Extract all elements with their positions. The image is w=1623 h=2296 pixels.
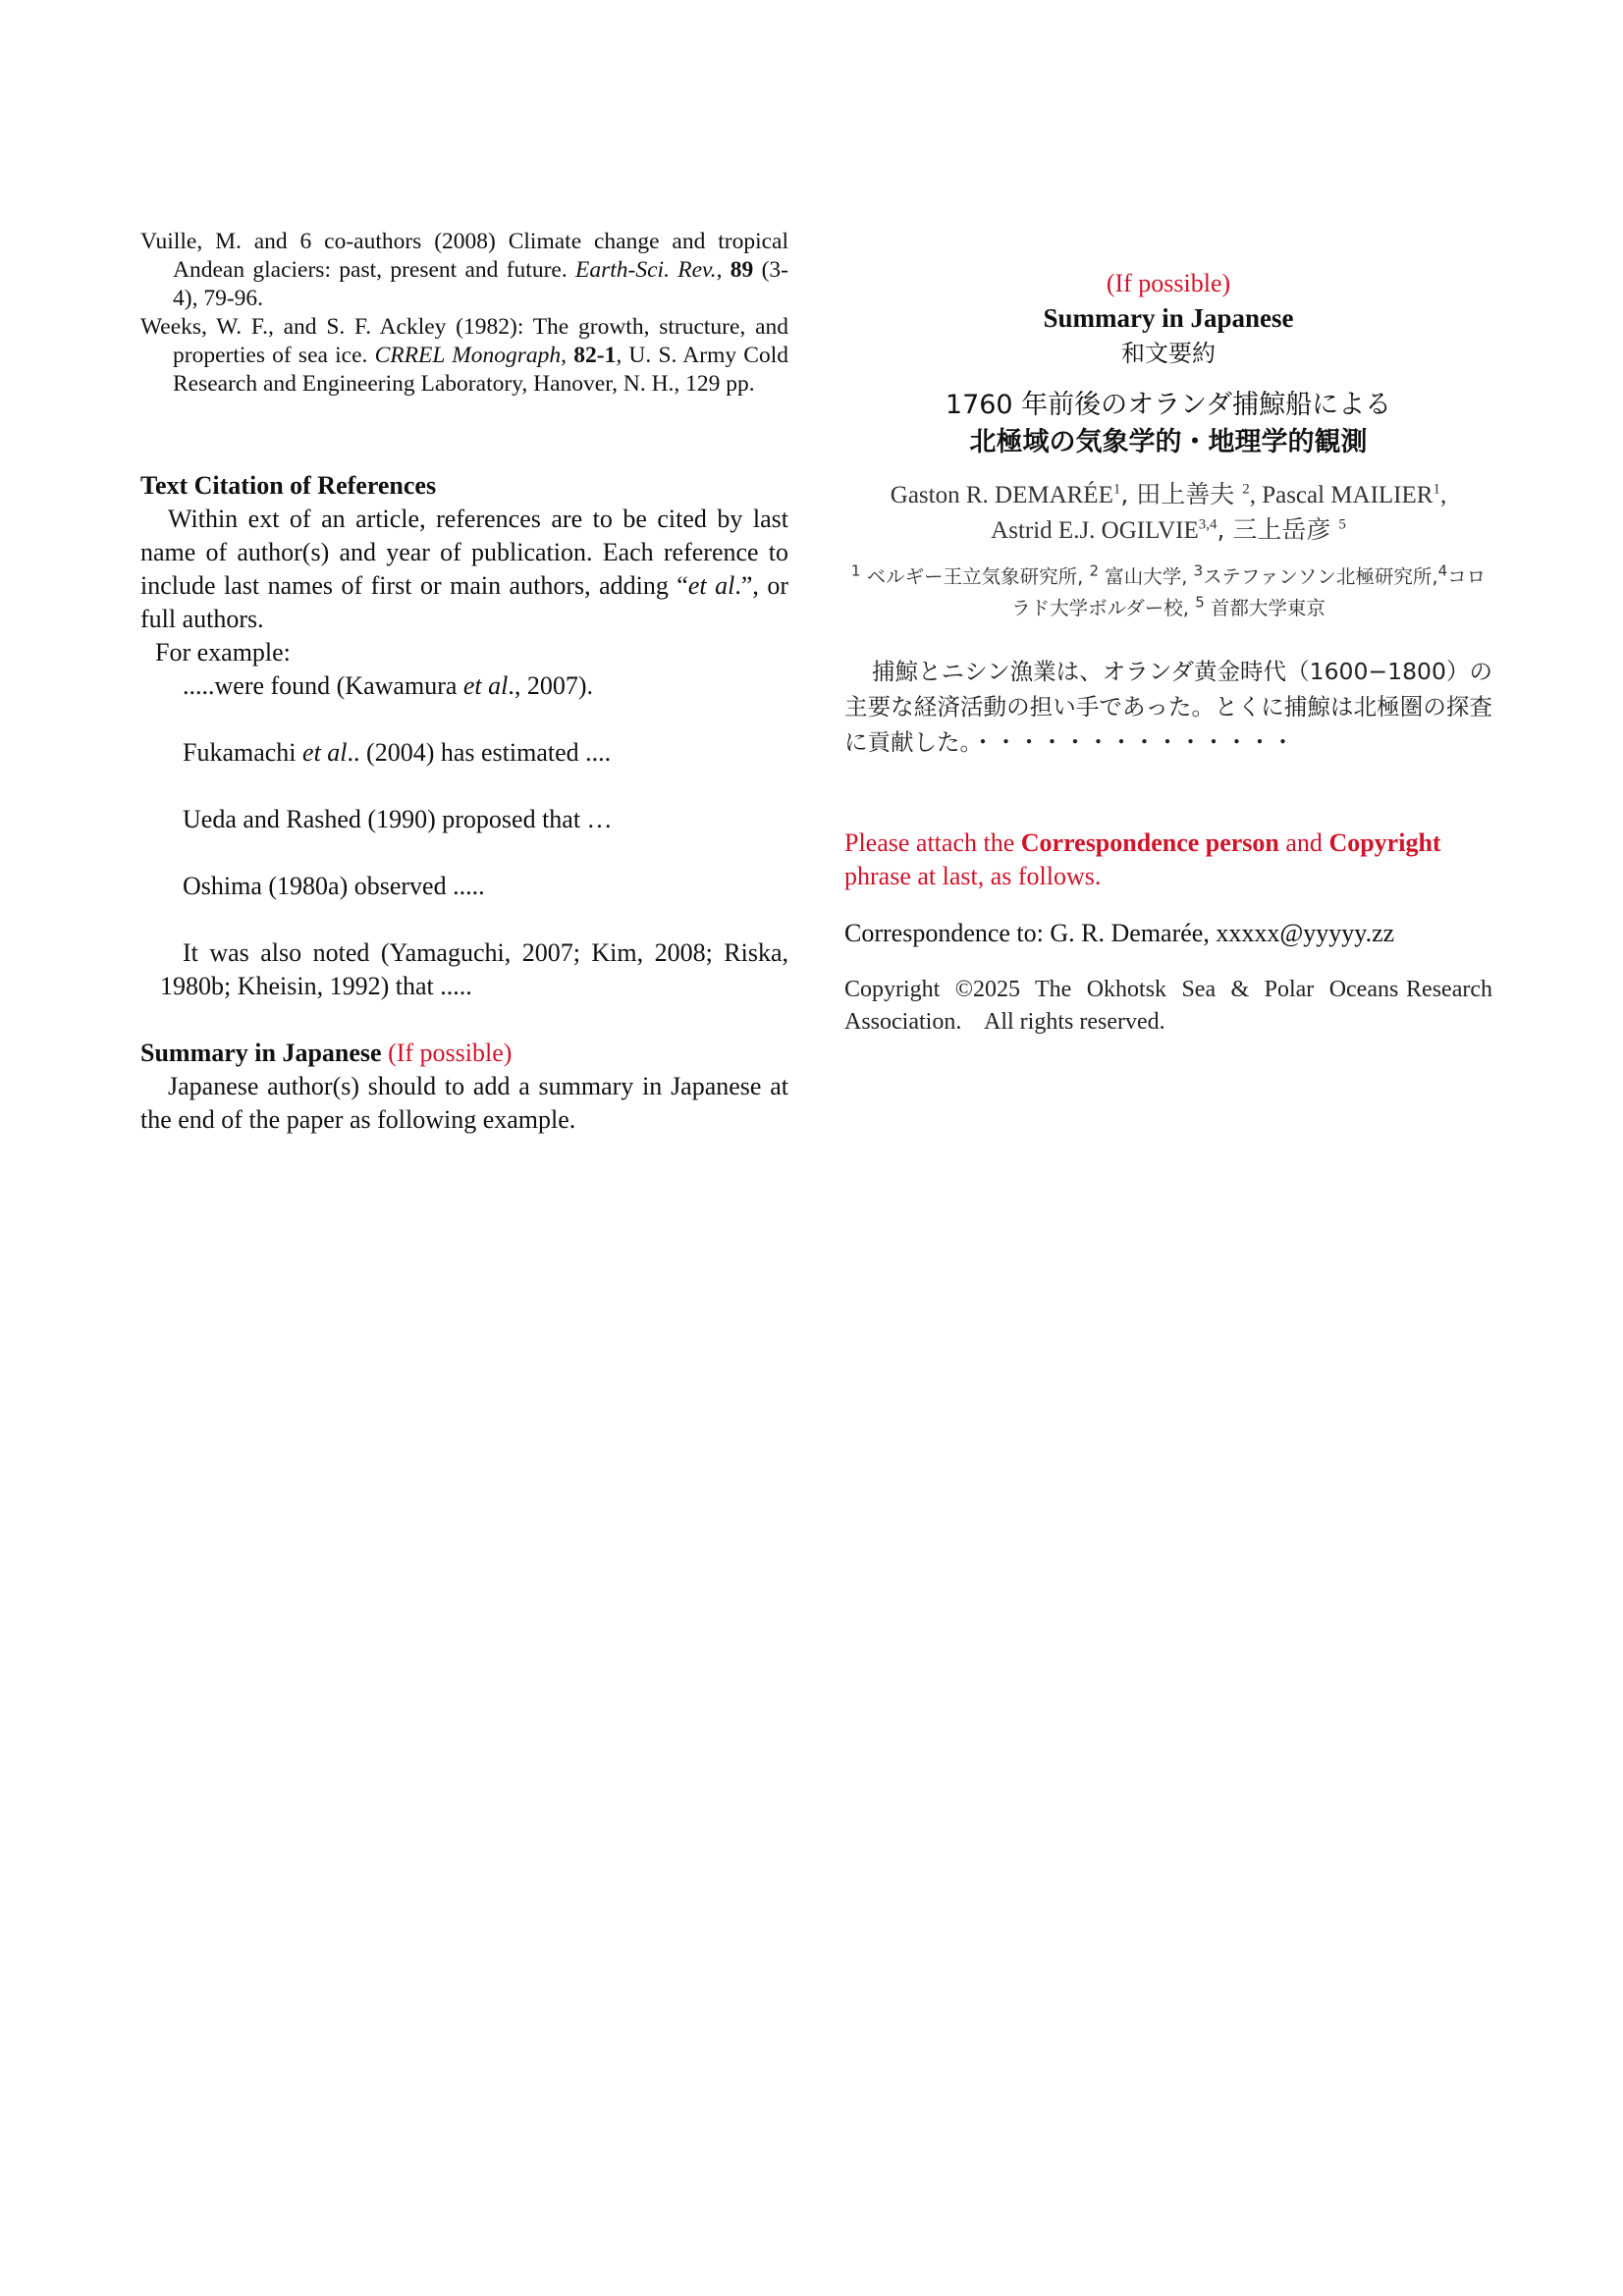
left-column [140,228,788,1137]
example-4: Oshima (1980a) observed ..... [183,872,485,900]
affiliation-marker: 2 [1242,481,1250,498]
instruction-text: and [1278,828,1329,857]
citation-paragraph [140,503,788,636]
right-column [844,267,1497,1039]
instruction-bold: Correspondence person [1020,828,1279,857]
et-al: et al [462,671,509,700]
instruction-text: Please attach the [844,828,1021,857]
example-3: Ueda and Rashed (1990) proposed that … [183,805,613,833]
japanese-summary: 捕鯨とニシン漁業は、オランダ黄金時代（1600−1800）の主要な経済活動の担い手であった。とくに捕鯨は北極圏の探査に貢献した。・・・・・・・・・・・・・・ [844,658,1492,756]
affiliation-text: コロラド大学ボルダー校, [1011,565,1487,619]
example-2 [140,736,788,770]
affiliation-marker: 1 [1112,481,1121,498]
summary-heading [140,1037,788,1070]
example-1 [140,669,788,703]
correspondence-line: Correspondence to: G. R. Demarée, xxxxx@yyyyy.zz [844,919,1395,947]
affiliation-text: 首都大学東京 [1204,597,1325,619]
affiliation-marker: 1 [1433,481,1440,498]
author-name: Astrid E.J. OGILVIE [991,517,1199,544]
for-example-label: For example: [155,638,291,667]
example-5: It was also noted (Yamaguchi, 2007; Kim, 2008; Riska, 1980b; Kheisin, 1992) that ..... [160,938,788,1000]
authors-line-1 [844,477,1492,512]
affiliation-text: ステファンソン北極研究所, [1203,565,1438,588]
example-text-end: ., 2007). [508,671,594,700]
journal-name: CRREL Monograph [374,343,562,368]
summary-heading-text: Summary in Japanese [140,1039,382,1067]
separator: , [716,257,730,283]
example-text-end: .. (2004) has estimated .... [347,738,612,767]
summary-japanese-heading: Summary in Japanese [1043,303,1294,333]
japanese-title-line-1: 1760 年前後のオランダ捕鯨船による [945,390,1392,420]
et-al: et al [687,571,735,600]
affiliation-marker: 3 [1193,561,1204,580]
author-name: , Pascal MAILIER [1249,482,1434,508]
reference-rest: (3-4), 79-96. [173,257,789,311]
affiliation-marker: 5 [1195,593,1205,612]
author-name: , 三上岳彦 [1217,515,1339,544]
summary-text: Japanese author(s) should to add a summary in Japanese at the end of the paper as following example. [140,1072,788,1134]
affiliation-text: 富山大学, [1099,565,1194,588]
japanese-title-line-2: 北極域の気象学的・地理学的観測 [969,427,1368,457]
if-possible-note: (If possible) [388,1039,513,1067]
affiliation-marker: 2 [1089,561,1100,580]
affiliation-marker: 4 [1437,561,1448,580]
journal-name: Earth-Sci. Rev. [575,257,717,283]
affiliation-marker: 3,4 [1198,516,1217,533]
reference-weeks [140,313,788,399]
reference-vuille [140,228,788,313]
instruction-text: phrase at last, as follows. [844,862,1102,890]
affiliation-marker: 5 [1338,516,1346,533]
authors-line-2 [844,512,1492,548]
separator: , [1439,482,1447,508]
wabun-label: 和文要約 [1121,340,1216,367]
affiliations [844,561,1492,624]
citation-heading: Text Citation of References [140,471,437,500]
example-text: .....were found (Kawamura [183,671,463,700]
instruction-note [844,827,1492,893]
affiliation-text: ベルギー王立気象研究所, [860,565,1090,588]
citation-text-end: .”, or full authors. [140,571,788,633]
instruction-bold: Copyright [1328,828,1441,857]
reference-text: Weeks, W. F., and S. F. Ackley (1982): The growth, structure, and properties of sea ice. [140,314,788,368]
reference-rest: , U. S. Army Cold Research and Engineering Laboratory, Hanover, N. H., 129 pp. [173,343,789,397]
author-name: , 田上善夫 [1120,480,1243,508]
volume: 89 [730,257,754,283]
separator: , [561,343,574,368]
citation-text: Within ext of an article, references are to be cited by last name of author(s) and year of publication. Each reference to include last names of first or main authors, adding “ [140,505,788,600]
copyright-line: Copyright ©2025 The Okhotsk Sea & Polar Oceans Research Association. All rights reserved. [844,977,1497,1035]
example-text: Fukamachi [183,738,303,767]
reference-text: Vuille, M. and 6 co-authors (2008) Climate change and tropical Andean glaciers: past, present and future. [140,229,788,283]
affiliation-marker: 1 [850,561,861,580]
if-possible-label: (If possible) [1106,269,1231,297]
et-al: et al [302,738,348,767]
author-name: Gaston R. DEMARÉE [890,482,1113,508]
volume: 82-1 [573,343,617,368]
